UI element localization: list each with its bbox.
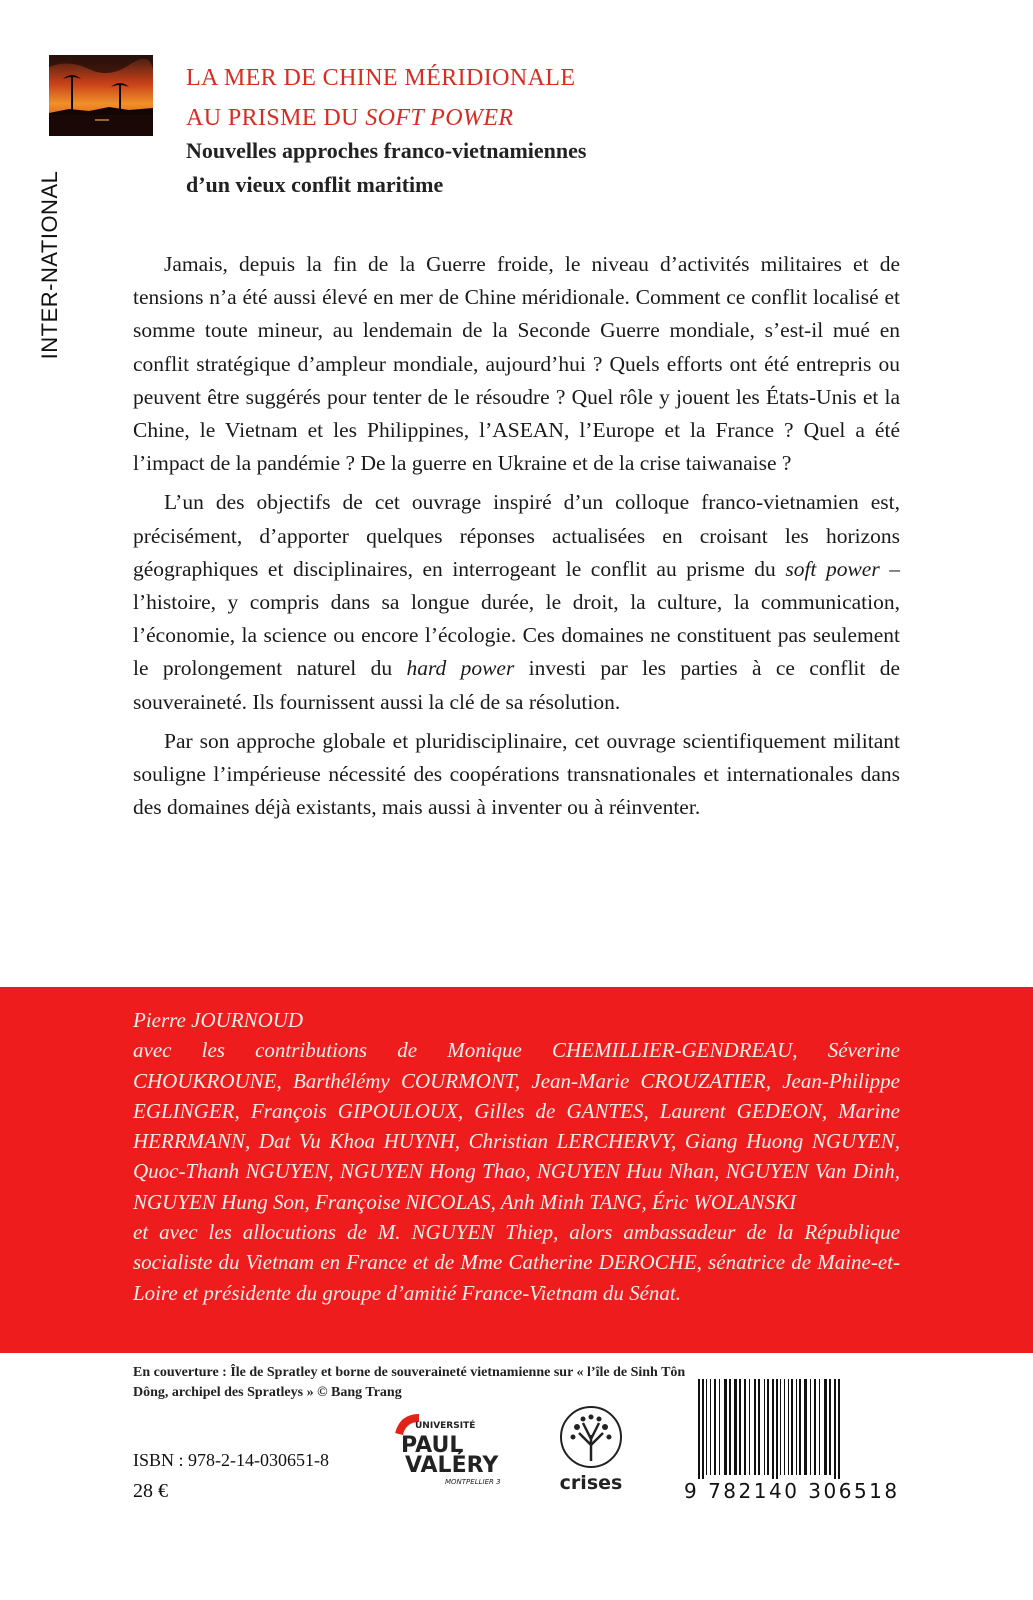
barcode-bar <box>749 1379 750 1475</box>
blurb-paragraph-1: Jamais, depuis la fin de la Guerre froide, le niveau d’activités militaires et de tensions n’a été aussi élevé en mer de Chine méridionale. Comment ce conflit localisé et somme toute mineur, au lendemain de la Seconde Guerre mondiale, s’est-il mué en conflit stratégique d’ampleur mondiale, aujourd’hui ? Quels efforts ont été entrepris ou peuvent être suggérés pour tenter de le résoudre ? Quel rôle y jouent les États-Unis et la Chine, le Vietnam et les Philippines, l’ASEAN, l’Europe et la France ? Quel a été l’impact de la pandémie ? De la guerre en Ukraine et de la crise taiwanaise ? <box>133 252 900 476</box>
barcode-bar <box>739 1379 741 1475</box>
barcode-bar <box>702 1379 704 1479</box>
barcode-bar <box>829 1379 831 1475</box>
credits <box>133 1005 900 1308</box>
blurb-p2-part-a: L’un des objectifs de cet ouvrage inspiré d’un colloque franco-vietnamien est, précisément, d’apporter quelques réponses actualisées en croisant les horizons géographiques et disciplinaires, en interrogeant le conflit au prisme du <box>133 490 900 581</box>
book-title <box>186 58 575 138</box>
paul-valery-logo <box>393 1412 511 1488</box>
crises-logo <box>553 1405 629 1495</box>
barcode-bar <box>744 1379 746 1475</box>
book-subtitle <box>186 134 586 202</box>
title-line-2 <box>186 98 575 138</box>
barcode-bar <box>706 1379 707 1475</box>
blurb-p2-part-c: investi par les parties à ce conflit de souveraineté. Ils fournissent aussi la clé de sa résolution. <box>133 656 900 714</box>
barcode-bar <box>764 1379 765 1475</box>
price: 28 € <box>133 1480 168 1502</box>
barcode-bar <box>734 1379 737 1475</box>
barcode-bar <box>804 1379 807 1475</box>
barcode-bar <box>754 1379 756 1475</box>
title-line-2-prefix: AU PRISME DU <box>186 105 366 131</box>
barcode-bar <box>719 1379 720 1475</box>
barcode-bar <box>729 1379 731 1475</box>
cover-thumbnail <box>49 55 153 136</box>
barcode-bar <box>758 1379 760 1475</box>
barcode-bar <box>799 1379 801 1475</box>
subtitle-line-1: Nouvelles approches franco-vietnamiennes <box>186 138 587 163</box>
barcode-bar <box>780 1379 781 1475</box>
barcode-bar <box>838 1379 840 1479</box>
blurb <box>133 248 900 830</box>
barcode-bar <box>698 1379 700 1479</box>
barcode-bar <box>824 1379 827 1475</box>
barcode-bar <box>791 1379 793 1475</box>
barcode-bar <box>796 1379 797 1475</box>
upv-line-2: VALÉRY <box>405 1453 499 1478</box>
title-line-2-italic: SOFT POWER <box>365 105 514 131</box>
cover-credit-note: En couverture : Île de Spratley et borne de souveraineté vietnamienne sur « l’île de Sinh Tôn Dông, archipel des Spratleys » © Bang Trang <box>133 1365 686 1400</box>
blurb-paragraph-2 <box>133 486 900 718</box>
barcode-bar <box>814 1379 816 1475</box>
crises-text: crises <box>559 1472 623 1494</box>
credits-author: Pierre JOURNOUD <box>133 1008 304 1032</box>
upv-line-1: PAUL <box>401 1433 464 1458</box>
barcode-bar <box>819 1379 820 1475</box>
blurb-p2-italic-2: hard power <box>406 656 515 681</box>
barcode-bar <box>724 1379 727 1475</box>
barcode-bar <box>710 1379 711 1475</box>
upv-sub: MONTPELLIER 3 <box>445 1478 501 1486</box>
barcode <box>684 1379 900 1503</box>
series-label <box>30 160 70 370</box>
barcode-bar <box>834 1379 836 1479</box>
blurb-p2-italic-1: soft power <box>785 556 880 581</box>
barcode-bars <box>684 1379 900 1479</box>
credits-allocutions: et avec les allocutions de M. NGUYEN Thiep, alors ambassadeur de la République socialiste du Vietnam en France et de Mme Catherine DEROCHE, sénatrice de Maine-et-Loire et présidente du groupe d’amitié France-Vietnam du Sénat. <box>133 1220 900 1305</box>
barcode-digits: 9 782140 306518 <box>684 1479 900 1503</box>
series-label-text: INTER-NATIONAL <box>37 170 62 360</box>
blurb-p2-part-b: – l’histoire, y compris dans sa longue durée, le droit, la culture, la communication, l’économie, la science ou encore l’écologie. Ces domaines ne constituent pas seulement le prolongement naturel du <box>133 556 900 681</box>
barcode-bar <box>767 1379 769 1475</box>
upv-top-text: UNIVERSITÉ <box>415 1421 476 1431</box>
blurb-paragraph-3: Par son approche globale et pluridisciplinaire, cet ouvrage scientifiquement militant souligne l’impérieuse nécessité des coopérations transnationales et internationales dans des domaines déjà existants, mais aussi à inventer ou à réinventer. <box>133 728 900 820</box>
credits-contributors: avec les contributions de Monique CHEMILLIER-GENDREAU, Séverine CHOUKROUNE, Barthélémy COURMONT, Jean-Marie CROUZATIER, Jean-Philippe EGLINGER, François GIPOULOUX, Gilles de GANTES, Laurent GEDEON, Marine HERRMANN, Dat Vu Khoa HUYNH, Christian LERCHERVY, Giang Huong NGUYEN, Quoc-Thanh NGUYEN, NGUYEN Hong Thao, NGUYEN Huu Nhan, NGUYEN Van Dinh, NGUYEN Hung Son, Françoise NICOLAS, Anh Minh TANG, Éric WOLANSKI <box>133 1038 900 1214</box>
barcode-bar <box>714 1379 716 1475</box>
barcode-bar <box>788 1379 789 1475</box>
isbn: ISBN : 978-2-14-030651-8 <box>133 1450 329 1470</box>
barcode-bar <box>784 1379 785 1475</box>
barcode-bar <box>776 1379 778 1479</box>
title-line-1: LA MER DE CHINE MÉRIDIONALE <box>186 65 576 91</box>
barcode-bar <box>810 1379 811 1475</box>
barcode-bar <box>772 1379 774 1479</box>
subtitle-line-2: d’un vieux conflit maritime <box>186 172 444 197</box>
